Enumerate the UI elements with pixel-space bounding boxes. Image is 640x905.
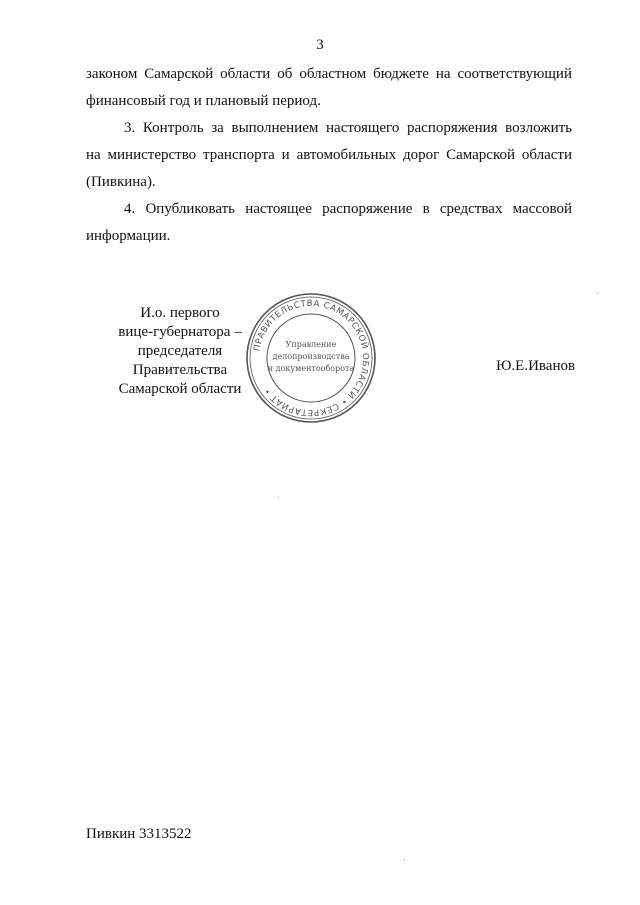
official-seal (244, 291, 378, 425)
seal-center-line: и документооборота (267, 364, 355, 373)
paragraph-3 (86, 196, 572, 250)
paragraph-line: 4. Опубликовать настоящее распоряжение в средствах массовой (124, 201, 572, 217)
signatory-position-line: И.о. первого (140, 305, 220, 321)
paragraph-line: 3. Контроль за выполнением настоящего распоряжения возложить (124, 120, 572, 136)
paragraph-2 (86, 115, 572, 196)
executor-info: Пивкин 3313522 (86, 826, 192, 842)
seal-center-line: делопроизводства (272, 352, 350, 361)
scan-speck (278, 497, 279, 498)
page-number: 3 (316, 37, 324, 53)
paragraph-line: информации. (86, 228, 171, 244)
paragraph-line: финансовый год и плановый период. (86, 93, 321, 109)
scan-speck (404, 859, 405, 860)
signatory-name: Ю.Е.Иванов (496, 358, 576, 374)
signatory-position-line: вице-губернатора – (118, 324, 242, 340)
scan-speck (597, 293, 598, 294)
seal-center-line: Управление (285, 340, 337, 349)
paragraph-1 (86, 61, 572, 115)
signatory-position-line: председателя Правительства (132, 343, 228, 378)
paragraph-line: на министерство транспорта и автомобильных дорог Самарской области (86, 147, 572, 163)
paragraph-line: (Пивкина). (86, 174, 156, 190)
seal-ring-text: ПРАВИТЕЛЬСТВА САМАРСКОЙ ОБЛАСТИ • СЕКРЕТАРИАТ • (252, 298, 371, 418)
signatory-position-line: Самарской области (118, 381, 242, 397)
paragraph-line: законом Самарской области об областном бюджете на соответствующий (86, 66, 572, 82)
signatory-position (100, 304, 260, 399)
